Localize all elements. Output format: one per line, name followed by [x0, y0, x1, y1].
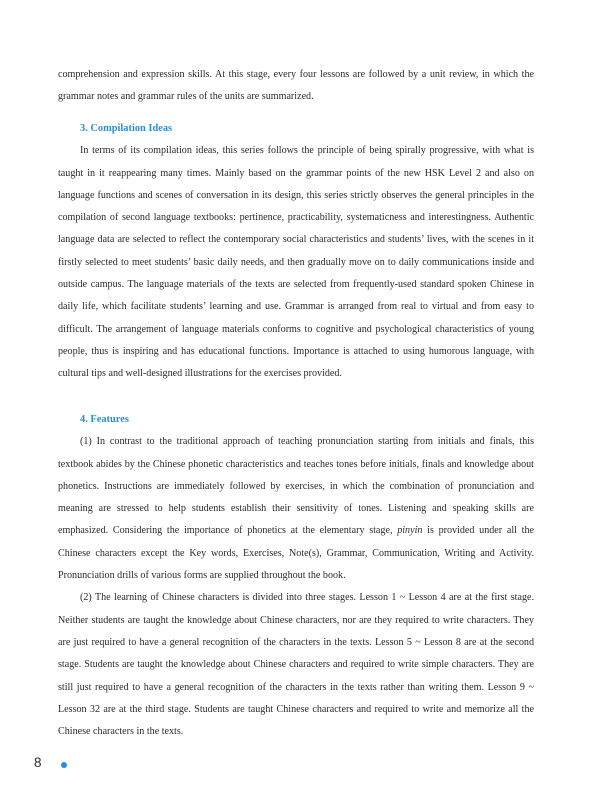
section-features [58, 409, 534, 743]
paragraph-text: is provided under all the Chinese characters except the Key words, Exercises, Note(s), Grammar, Communication, Writing and Activity. Pronunciation drills of various forms are supplied throughout the book. [58, 525, 534, 582]
section-heading: 3. Compilation Ideas [80, 123, 173, 134]
pinyin-term: pinyin [397, 525, 423, 537]
features-paragraph-2: (2) The learning of Chinese characters is divided into three stages. Lesson 1 ~ Lesson 4 are at the first stage. Neither students are taught the knowledge about Chinese characters, nor are they required to write characters. They are just required to have a general recognition of the characters in the texts. Lesson 5 ~ Lesson 8 are at the second stage. Students are taught the knowledge about Chinese characters and required to write simple characters. They are still just required to have a general recognition of the characters in the texts rather than writing them. Lesson 9 ~ Lesson 32 are at the third stage. Students are taught Chinese characters and required to write and memorize all the Chinese characters in the texts. [58, 592, 534, 738]
page-number: 8 [34, 755, 42, 770]
paragraph-text: (1) In contrast to the traditional approach of teaching pronunciation starting from initials and finals, this textbook abides by the Chinese phonetic characteristics and teaches tones before initials, finals and knowledge about phonetics. Instructions are immediately followed by exercises, in which the combination of pronunciation and meaning are stressed to help students establish their sensitivity of tones. Listening and speaking skills are emphasized. Considering the importance of phonetics at the elementary stage, [58, 436, 534, 537]
intro-paragraph: comprehension and expression skills. At this stage, every four lessons are followed by a unit review, in which the grammar notes and grammar rules of the units are summarized. [58, 69, 534, 103]
features-paragraph-1 [58, 431, 534, 587]
section-heading: 4. Features [80, 414, 129, 425]
intro-block [58, 64, 534, 109]
section-compilation-ideas [58, 118, 534, 386]
section-paragraph: In terms of its compilation ideas, this series follows the principle of being spirally progressive, with what is taught in it reappearing many times. Mainly based on the grammar points of the new HSK Level 2 and also on language functions and scenes of conversation in its design, this series strictly observes the general principles in the compilation of second language textbooks: pertinence, practicability, systematicness and interestingness. Authentic language data are selected to reflect the contemporary social characteristics and students’ lives, with the scenes in it firstly selected to meet students’ basic daily needs, and then gradually move on to daily communications inside and outside campus. The language materials of the texts are selected from frequently-used standard spoken Chinese in daily life, which facilitate students’ learning and use. Grammar is arranged from real to virtual and from easy to difficult. The arrangement of language materials conforms to cognitive and psychological characteristics of young people, thus is inspiring and has educational functions. Importance is attached to using humorous language, with cultural tips and well-designed illustrations for the exercises provided. [58, 145, 534, 380]
page-number-dot-icon [61, 762, 67, 768]
